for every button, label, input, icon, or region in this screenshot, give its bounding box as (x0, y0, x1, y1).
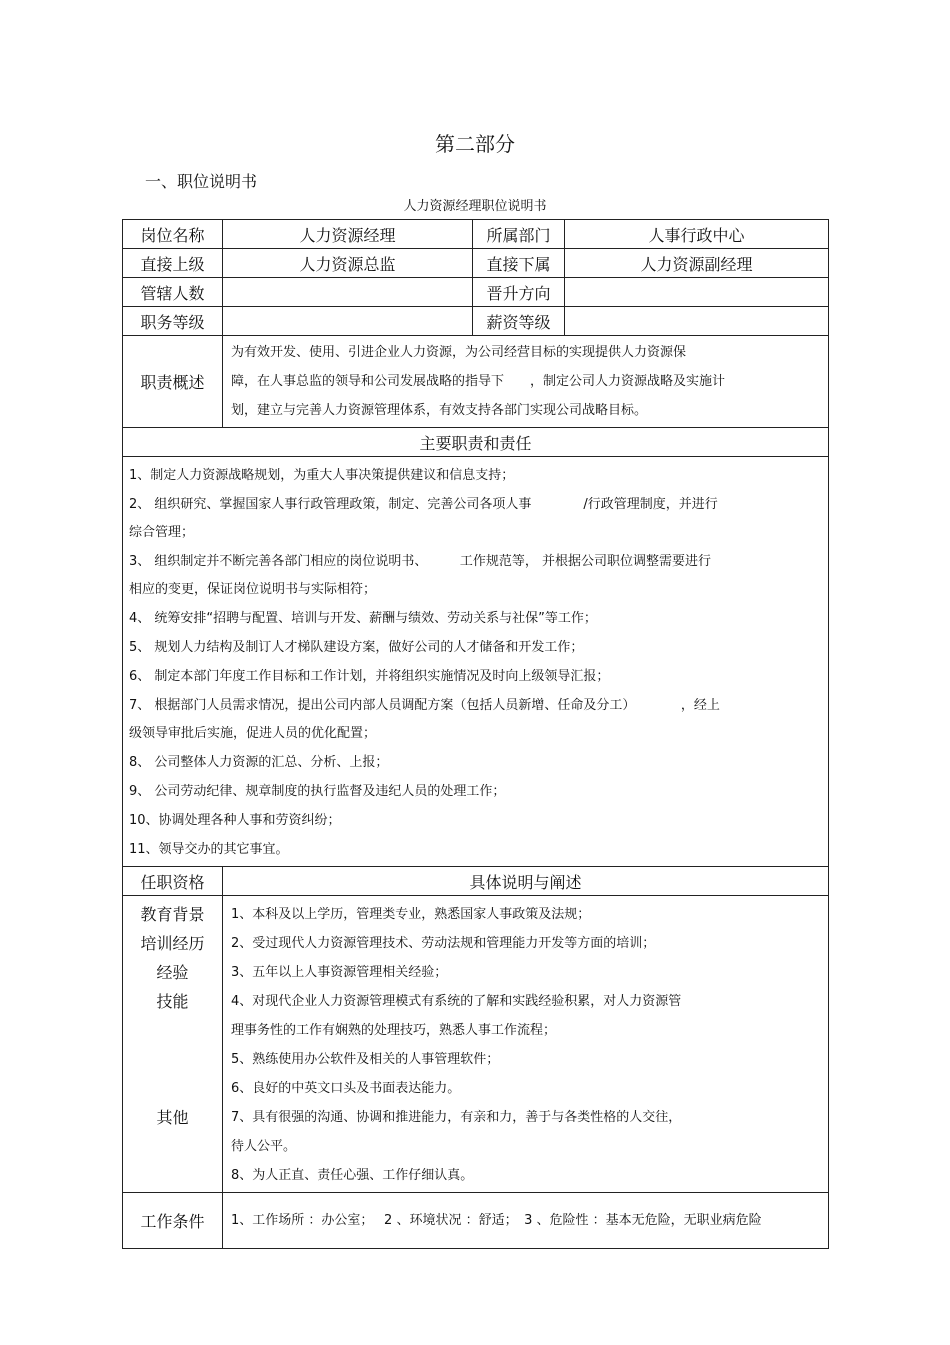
qualification-category: 经验 (156, 963, 189, 982)
qualification-item: 理事务性的工作有娴熟的处理技巧，熟悉人事工作流程； (231, 1023, 557, 1038)
grade-label: 职务等级 (123, 307, 223, 336)
qualification-item: 4、对现代企业人力资源管理模式有系统的了解和实践经验积累，对人力资源管 (231, 994, 682, 1009)
duty-item: 4、 统筹安排“招聘与配置、培训与开发、薪酬与绩效、劳动关系与社保”等工作； (129, 611, 597, 626)
manage-count-value (223, 278, 473, 307)
superior-value: 人力资源总监 (223, 249, 473, 278)
qualification-item: 待人公平。 (231, 1139, 297, 1154)
qualifications-label: 任职资格 (123, 867, 223, 896)
section-title: 一、职位说明书 (145, 172, 258, 191)
salary-value (565, 307, 829, 336)
qualification-category: 其他 (156, 1108, 189, 1127)
position-label: 岗位名称 (123, 220, 223, 249)
summary-line: 划，建立与完善人力资源管理体系，有效支持各部门实现公司战略目标。 (231, 403, 648, 418)
duty-item: 7、 根据部门人员需求情况，提出公司内部人员调配方案（包括人员新增、任命及分工） ，经上 (129, 698, 720, 713)
salary-label: 薪资等级 (473, 307, 565, 336)
qualification-categories (123, 896, 223, 1193)
manage-count-label: 管辖人数 (123, 278, 223, 307)
qualification-category: 培训经历 (140, 934, 205, 953)
subordinate-label: 直接下属 (473, 249, 565, 278)
duties-list (123, 457, 829, 867)
part-title: 第二部分 (435, 132, 515, 156)
duty-item: 相应的变更，保证岗位说明书与实际相符； (129, 582, 377, 597)
qualification-list (223, 896, 829, 1193)
superior-label: 直接上级 (123, 249, 223, 278)
duty-item: 10、协调处理各种人事和劳资纠纷； (129, 813, 341, 828)
duty-item: 8、 公司整体人力资源的汇总、分析、上报； (129, 755, 389, 770)
qualification-item: 8、为人正直、责任心强、工作仔细认真。 (231, 1168, 474, 1183)
summary-line: 为有效开发、使用、引进企业人力资源，为公司经营目标的实现提供人力资源保 (231, 345, 687, 360)
qualification-item: 6、良好的中英文口头及书面表达能力。 (231, 1081, 461, 1096)
qualification-item: 2、受过现代人力资源管理技术、劳动法规和管理能力开发等方面的培训； (231, 936, 656, 951)
duties-heading: 主要职责和责任 (123, 428, 829, 457)
table-caption: 人力资源经理职位说明书 (403, 199, 547, 214)
promotion-label: 晋升方向 (473, 278, 565, 307)
qualification-category: 教育背景 (140, 905, 205, 924)
dept-label: 所属部门 (473, 220, 565, 249)
duty-item: 1、制定人力资源战略规划，为重大人事决策提供建议和信息支持； (129, 468, 515, 483)
duty-item: 11、领导交办的其它事宜。 (129, 842, 289, 857)
promotion-value (565, 278, 829, 307)
conditions-label: 工作条件 (123, 1193, 223, 1249)
duty-item: 2、 组织研究、掌握国家人事行政管理政策，制定、完善公司各项人事 /行政管理制度，并进行 (129, 497, 718, 512)
dept-value: 人事行政中心 (565, 220, 829, 249)
qualification-category: 技能 (156, 992, 189, 1011)
duty-item: 综合管理； (129, 525, 195, 540)
duty-item: 3、 组织制定并不断完善各部门相应的岗位说明书、 工作规范等， 并根据公司职位调整需要进行 (129, 554, 712, 569)
job-description-table (122, 219, 829, 1249)
summary-text (223, 336, 829, 428)
duty-item: 9、 公司劳动纪律、规章制度的执行监督及违纪人员的处理工作； (129, 784, 506, 799)
qualification-item: 5、熟练使用办公软件及相关的人事管理软件； (231, 1052, 500, 1067)
qualifications-heading: 具体说明与阐述 (223, 867, 829, 896)
duty-item: 级领导审批后实施，促进人员的优化配置； (129, 726, 377, 741)
qualification-item: 1、本科及以上学历，管理类专业，熟悉国家人事政策及法规； (231, 907, 591, 922)
qualification-item: 7、具有很强的沟通、协调和推进能力，有亲和力，善于与各类性格的人交往， (231, 1110, 682, 1125)
summary-line: 障，在人事总监的领导和公司发展战略的指导下 ，制定公司人力资源战略及实施计 (231, 374, 726, 389)
subordinate-value: 人力资源副经理 (565, 249, 829, 278)
duty-item: 5、 规划人力结构及制订人才梯队建设方案，做好公司的人才储备和开发工作； (129, 640, 584, 655)
qualification-item: 3、五年以上人事资源管理相关经验； (231, 965, 448, 980)
grade-value (223, 307, 473, 336)
position-value: 人力资源经理 (223, 220, 473, 249)
conditions-text: 1、工作场所 ：办公室； 2 、环境状况 ：舒适； 3 、危险性 ：基本无危险，无职业病危险 (223, 1193, 829, 1249)
duty-item: 6、 制定本部门年度工作目标和工作计划，并将组织实施情况及时向上级领导汇报； (129, 669, 610, 684)
summary-label: 职责概述 (123, 336, 223, 428)
